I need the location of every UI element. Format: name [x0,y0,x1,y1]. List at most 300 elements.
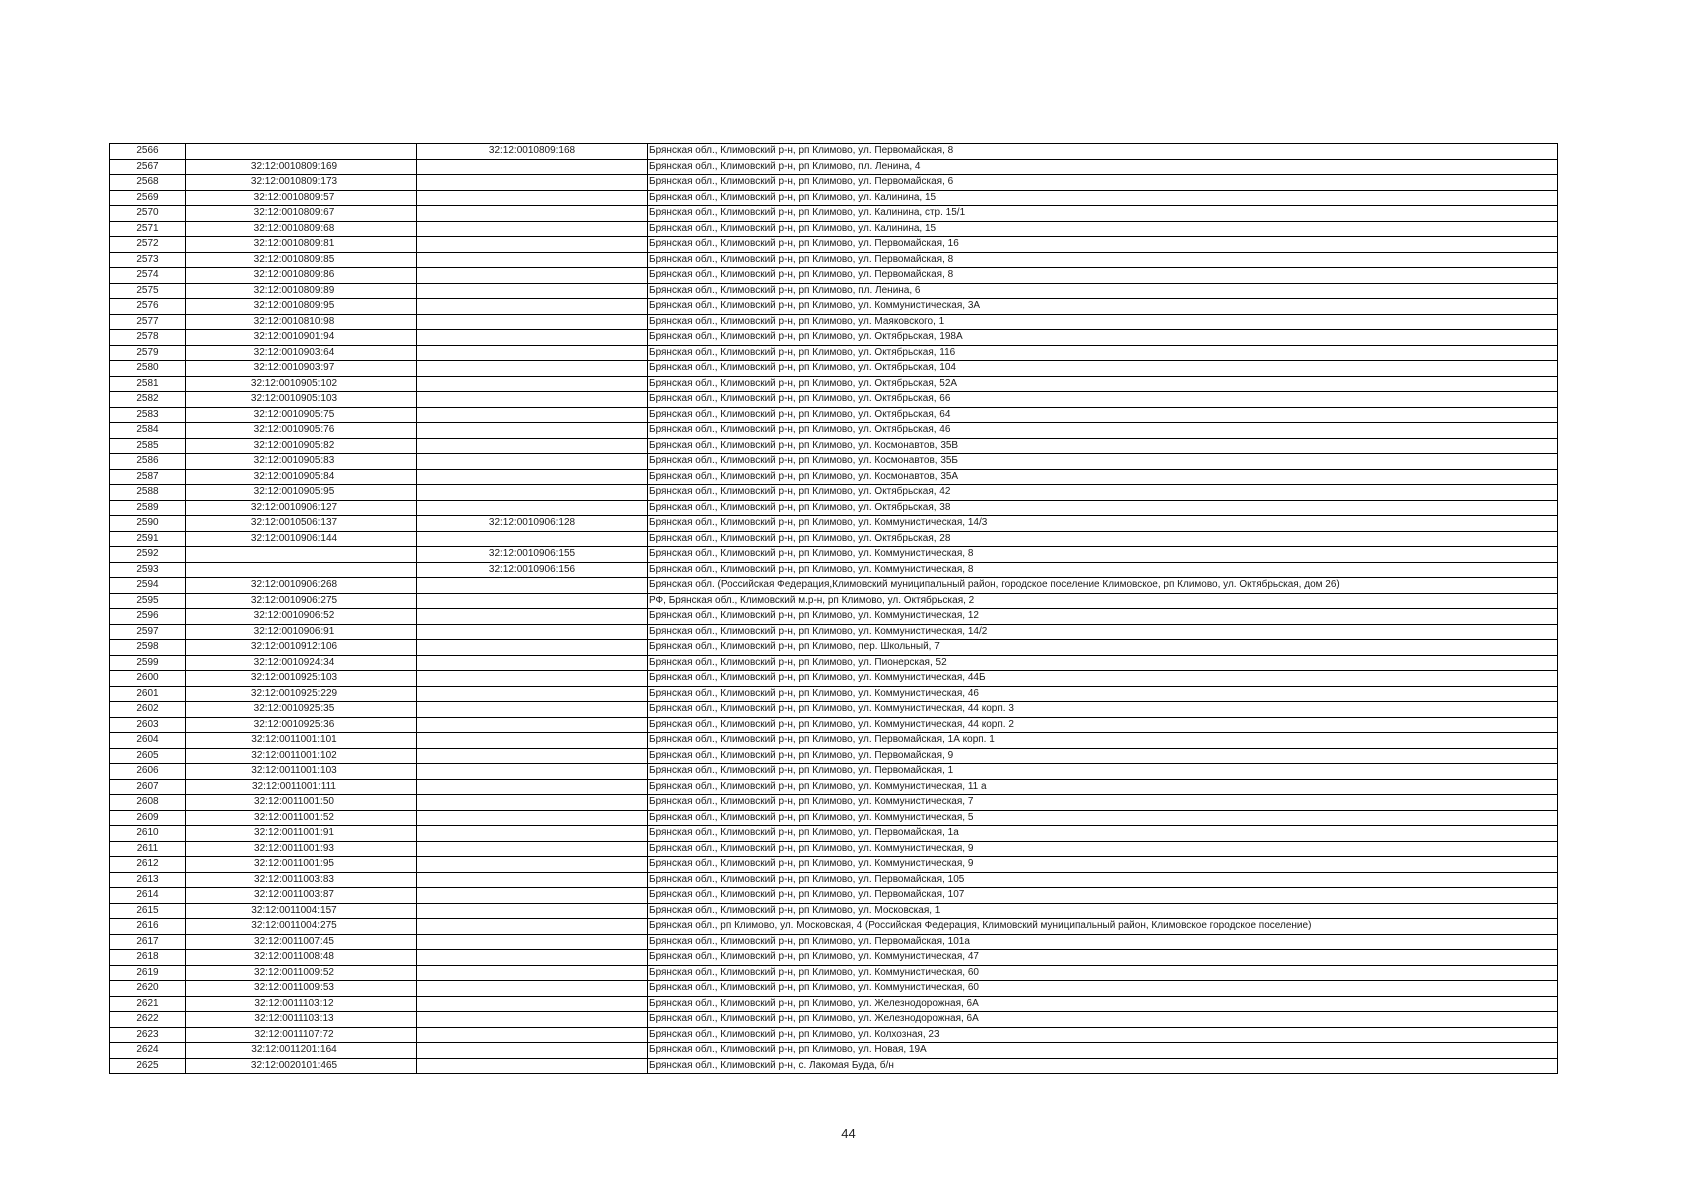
cadastral-number-cell: 32:12:0010809:169 [186,159,417,175]
address-cell: Брянская обл., Климовский р-н, рп Климово, ул. Октябрьская, 66 [648,392,1558,408]
related-cadastral-number-cell [417,175,648,191]
page-number: 44 [841,1126,856,1141]
row-number-cell: 2623 [110,1027,186,1043]
related-cadastral-number-cell [417,981,648,997]
related-cadastral-number-cell [417,206,648,222]
table-row [110,485,1558,501]
cadastral-number-cell: 32:12:0010901:94 [186,330,417,346]
address-cell: Брянская обл., Климовский р-н, рп Климово, ул. Октябрьская, 198А [648,330,1558,346]
address-cell: Брянская обл., Климовский р-н, рп Климово, ул. Октябрьская, 104 [648,361,1558,377]
cadastral-number-cell: 32:12:0011201:164 [186,1043,417,1059]
address-cell: Брянская обл., Климовский р-н, рп Климово, ул. Коммунистическая, 8 [648,562,1558,578]
row-number-cell: 2617 [110,934,186,950]
address-cell: Брянская обл., Климовский р-н, рп Климово, ул. Коммунистическая, 5 [648,810,1558,826]
row-number-cell: 2624 [110,1043,186,1059]
cadastral-number-cell: 32:12:0011003:83 [186,872,417,888]
cadastral-number-cell: 32:12:0010903:97 [186,361,417,377]
cadastral-number-cell: 32:12:0010809:173 [186,175,417,191]
cadastral-number-cell: 32:12:0011003:87 [186,888,417,904]
related-cadastral-number-cell [417,1012,648,1028]
table-row [110,764,1558,780]
cadastral-number-cell: 32:12:0010905:103 [186,392,417,408]
related-cadastral-number-cell [417,764,648,780]
row-number-cell: 2606 [110,764,186,780]
address-cell: Брянская обл., Климовский р-н, рп Климово, ул. Маяковского, 1 [648,314,1558,330]
address-cell: РФ, Брянская обл., Климовский м.р-н, рп Климово, ул. Октябрьская, 2 [648,593,1558,609]
related-cadastral-number-cell [417,655,648,671]
address-cell: Брянская обл., Климовский р-н, рп Климово, ул. Октябрьская, 46 [648,423,1558,439]
address-cell: Брянская обл., Климовский р-н, рп Климово, ул. Первомайская, 8 [648,268,1558,284]
related-cadastral-number-cell [417,221,648,237]
related-cadastral-number-cell [417,841,648,857]
related-cadastral-number-cell [417,779,648,795]
cadastral-number-cell: 32:12:0010506:137 [186,516,417,532]
row-number-cell: 2613 [110,872,186,888]
table-row [110,330,1558,346]
address-cell: Брянская обл., Климовский р-н, рп Климово, ул. Коммунистическая, 8 [648,547,1558,563]
related-cadastral-number-cell [417,190,648,206]
cadastral-number-cell: 32:12:0011001:91 [186,826,417,842]
row-number-cell: 2578 [110,330,186,346]
row-number-cell: 2599 [110,655,186,671]
address-cell: Брянская обл., Климовский р-н, рп Климово, ул. Железнодорожная, 6А [648,996,1558,1012]
address-cell: Брянская обл., Климовский р-н, рп Климово, пер. Школьный, 7 [648,640,1558,656]
row-number-cell: 2594 [110,578,186,594]
cadastral-number-cell: 32:12:0011103:13 [186,1012,417,1028]
related-cadastral-number-cell [417,438,648,454]
address-cell: Брянская обл., Климовский р-н, рп Климово, ул. Космонавтов, 35Б [648,454,1558,470]
row-number-cell: 2568 [110,175,186,191]
row-number-cell: 2588 [110,485,186,501]
address-cell: Брянская обл., Климовский р-н, рп Климово, ул. Первомайская, 1А корп. 1 [648,733,1558,749]
address-cell: Брянская обл., Климовский р-н, рп Климово, ул. Первомайская, 105 [648,872,1558,888]
cadastral-number-cell: 32:12:0010906:91 [186,624,417,640]
related-cadastral-number-cell [417,593,648,609]
address-cell: Брянская обл., Климовский р-н, рп Климово, ул. Коммунистическая, 11 а [648,779,1558,795]
related-cadastral-number-cell: 32:12:0010906:155 [417,547,648,563]
cadastral-number-cell: 32:12:0010925:229 [186,686,417,702]
row-number-cell: 2586 [110,454,186,470]
table-row [110,392,1558,408]
table-row [110,686,1558,702]
address-cell: Брянская обл., Климовский р-н, рп Климово, ул. Коммунистическая, 44 корп. 2 [648,717,1558,733]
cadastral-number-cell: 32:12:0011001:111 [186,779,417,795]
address-cell: Брянская обл., Климовский р-н, рп Климово, ул. Калинина, 15 [648,221,1558,237]
row-number-cell: 2622 [110,1012,186,1028]
table-row [110,981,1558,997]
address-cell: Брянская обл., Климовский р-н, рп Климово, ул. Октябрьская, 64 [648,407,1558,423]
row-number-cell: 2607 [110,779,186,795]
address-cell: Брянская обл., Климовский р-н, рп Климово, ул. Калинина, 15 [648,190,1558,206]
table-row [110,996,1558,1012]
row-number-cell: 2597 [110,624,186,640]
row-number-cell: 2572 [110,237,186,253]
row-number-cell: 2598 [110,640,186,656]
related-cadastral-number-cell [417,237,648,253]
row-number-cell: 2616 [110,919,186,935]
address-cell: Брянская обл., Климовский р-н, рп Климово, ул. Коммунистическая, 7 [648,795,1558,811]
cadastral-number-cell: 32:12:0010912:106 [186,640,417,656]
table-row [110,748,1558,764]
table-row [110,283,1558,299]
cadastral-number-cell: 32:12:0010809:68 [186,221,417,237]
table-row [110,376,1558,392]
address-cell: Брянская обл., Климовский р-н, рп Климово, ул. Октябрьская, 52А [648,376,1558,392]
cadastral-number-cell: 32:12:0011001:93 [186,841,417,857]
address-cell: Брянская обл., Климовский р-н, рп Климово, ул. Первомайская, 6 [648,175,1558,191]
related-cadastral-number-cell [417,686,648,702]
related-cadastral-number-cell [417,407,648,423]
row-number-cell: 2570 [110,206,186,222]
table-row [110,609,1558,625]
cadastral-number-cell: 32:12:0010905:83 [186,454,417,470]
cadastral-number-cell: 32:12:0010809:85 [186,252,417,268]
cadastral-number-cell: 32:12:0010906:275 [186,593,417,609]
row-number-cell: 2620 [110,981,186,997]
table-row [110,795,1558,811]
related-cadastral-number-cell [417,717,648,733]
row-number-cell: 2584 [110,423,186,439]
table-row [110,252,1558,268]
address-cell: Брянская обл., Климовский р-н, рп Климово, ул. Калинина, стр. 15/1 [648,206,1558,222]
row-number-cell: 2583 [110,407,186,423]
related-cadastral-number-cell [417,392,648,408]
related-cadastral-number-cell [417,500,648,516]
row-number-cell: 2609 [110,810,186,826]
row-number-cell: 2608 [110,795,186,811]
table-row [110,159,1558,175]
row-number-cell: 2591 [110,531,186,547]
cadastral-number-cell: 32:12:0010905:75 [186,407,417,423]
related-cadastral-number-cell [417,624,648,640]
address-cell: Брянская обл., Климовский р-н, рп Климово, ул. Коммунистическая, 12 [648,609,1558,625]
row-number-cell: 2576 [110,299,186,315]
address-cell: Брянская обл., Климовский р-н, рп Климово, ул. Первомайская, 107 [648,888,1558,904]
address-cell: Брянская обл., Климовский р-н, рп Климово, ул. Октябрьская, 116 [648,345,1558,361]
related-cadastral-number-cell [417,376,648,392]
table-row [110,500,1558,516]
address-cell: Брянская обл., Климовский р-н, рп Климово, ул. Первомайская, 16 [648,237,1558,253]
table-row [110,702,1558,718]
table-row [110,779,1558,795]
cadastral-number-cell: 32:12:0010905:76 [186,423,417,439]
cadastral-number-cell [186,144,417,160]
table-row [110,1058,1558,1074]
row-number-cell: 2601 [110,686,186,702]
related-cadastral-number-cell [417,965,648,981]
related-cadastral-number-cell [417,795,648,811]
row-number-cell: 2574 [110,268,186,284]
cadastral-number-cell: 32:12:0010809:89 [186,283,417,299]
cadastral-number-cell: 32:12:0011001:101 [186,733,417,749]
related-cadastral-number-cell [417,578,648,594]
address-cell: Брянская обл. (Российская Федерация,Климовский муниципальный район, городское поселение Климовское, рп Климово, ул. Октябрьская, дом 26) [648,578,1558,594]
row-number-cell: 2596 [110,609,186,625]
cadastral-number-cell [186,562,417,578]
row-number-cell: 2571 [110,221,186,237]
row-number-cell: 2615 [110,903,186,919]
cadastral-number-cell: 32:12:0010925:103 [186,671,417,687]
address-cell: Брянская обл., Климовский р-н, рп Климово, пл. Ленина, 4 [648,159,1558,175]
cadastral-number-cell: 32:12:0010905:95 [186,485,417,501]
cadastral-number-cell: 32:12:0010809:95 [186,299,417,315]
row-number-cell: 2605 [110,748,186,764]
related-cadastral-number-cell [417,934,648,950]
address-cell: Брянская обл., Климовский р-н, рп Климово, ул. Коммунистическая, 44Б [648,671,1558,687]
address-cell: Брянская обл., Климовский р-н, рп Климово, ул. Новая, 19А [648,1043,1558,1059]
table-row [110,268,1558,284]
cadastral-number-cell: 32:12:0011008:48 [186,950,417,966]
row-number-cell: 2587 [110,469,186,485]
address-cell: Брянская обл., Климовский р-н, рп Климово, ул. Московская, 1 [648,903,1558,919]
address-cell: Брянская обл., Климовский р-н, рп Климово, ул. Первомайская, 8 [648,144,1558,160]
related-cadastral-number-cell [417,268,648,284]
table-row [110,872,1558,888]
related-cadastral-number-cell [417,252,648,268]
table-row [110,190,1558,206]
related-cadastral-number-cell [417,810,648,826]
related-cadastral-number-cell [417,888,648,904]
cadastral-number-cell: 32:12:0010905:102 [186,376,417,392]
address-cell: Брянская обл., Климовский р-н, рп Климово, ул. Коммунистическая, 9 [648,857,1558,873]
address-cell: Брянская обл., Климовский р-н, рп Климово, ул. Коммунистическая, 47 [648,950,1558,966]
row-number-cell: 2585 [110,438,186,454]
cadastral-number-cell: 32:12:0010809:57 [186,190,417,206]
related-cadastral-number-cell: 32:12:0010906:156 [417,562,648,578]
row-number-cell: 2604 [110,733,186,749]
table-row [110,888,1558,904]
row-number-cell: 2577 [110,314,186,330]
related-cadastral-number-cell: 32:12:0010906:128 [417,516,648,532]
table-row [110,1012,1558,1028]
address-cell: Брянская обл., Климовский р-н, рп Климово, ул. Октябрьская, 42 [648,485,1558,501]
related-cadastral-number-cell [417,159,648,175]
address-cell: Брянская обл., Климовский р-н, рп Климово, ул. Первомайская, 9 [648,748,1558,764]
related-cadastral-number-cell [417,283,648,299]
table-row [110,934,1558,950]
related-cadastral-number-cell [417,640,648,656]
address-cell: Брянская обл., Климовский р-н, рп Климово, ул. Пионерская, 52 [648,655,1558,671]
table-row [110,578,1558,594]
related-cadastral-number-cell [417,330,648,346]
address-cell: Брянская обл., Климовский р-н, рп Климово, ул. Октябрьская, 28 [648,531,1558,547]
related-cadastral-number-cell [417,314,648,330]
table-row [110,314,1558,330]
cadastral-number-cell: 32:12:0011001:50 [186,795,417,811]
row-number-cell: 2621 [110,996,186,1012]
row-number-cell: 2579 [110,345,186,361]
related-cadastral-number-cell [417,485,648,501]
table-row [110,857,1558,873]
related-cadastral-number-cell [417,996,648,1012]
related-cadastral-number-cell [417,950,648,966]
table-row [110,671,1558,687]
related-cadastral-number-cell [417,423,648,439]
cadastral-number-cell: 32:12:0010809:67 [186,206,417,222]
address-cell: Брянская обл., Климовский р-н, рп Климово, ул. Коммунистическая, 46 [648,686,1558,702]
table-row [110,1043,1558,1059]
row-number-cell: 2611 [110,841,186,857]
address-cell: Брянская обл., Климовский р-н, рп Климово, ул. Первомайская, 101а [648,934,1558,950]
row-number-cell: 2566 [110,144,186,160]
related-cadastral-number-cell [417,826,648,842]
table-row [110,531,1558,547]
address-cell: Брянская обл., Климовский р-н, рп Климово, ул. Космонавтов, 35А [648,469,1558,485]
table-row [110,1027,1558,1043]
row-number-cell: 2590 [110,516,186,532]
table-row [110,206,1558,222]
cadastral-number-cell: 32:12:0010906:127 [186,500,417,516]
cadastral-number-cell: 32:12:0011001:102 [186,748,417,764]
row-number-cell: 2610 [110,826,186,842]
row-number-cell: 2573 [110,252,186,268]
table-row [110,950,1558,966]
cadastral-number-cell: 32:12:0011004:275 [186,919,417,935]
cadastral-number-cell: 32:12:0010906:52 [186,609,417,625]
registry-table-body [110,144,1558,1074]
related-cadastral-number-cell: 32:12:0010809:168 [417,144,648,160]
table-row [110,733,1558,749]
address-cell: Брянская обл., Климовский р-н, с. Лакомая Буда, б/н [648,1058,1558,1074]
row-number-cell: 2567 [110,159,186,175]
table-row [110,469,1558,485]
address-cell: Брянская обл., Климовский р-н, рп Климово, ул. Железнодорожная, 6А [648,1012,1558,1028]
related-cadastral-number-cell [417,748,648,764]
table-row [110,345,1558,361]
address-cell: Брянская обл., Климовский р-н, рп Климово, ул. Коммунистическая, 14/2 [648,624,1558,640]
address-cell: Брянская обл., Климовский р-н, рп Климово, ул. Колхозная, 23 [648,1027,1558,1043]
cadastral-number-cell: 32:12:0011007:45 [186,934,417,950]
cadastral-number-cell: 32:12:0010925:36 [186,717,417,733]
cadastral-number-cell [186,547,417,563]
cadastral-number-cell: 32:12:0010810:98 [186,314,417,330]
table-row [110,175,1558,191]
cadastral-number-cell: 32:12:0010809:86 [186,268,417,284]
related-cadastral-number-cell [417,531,648,547]
table-row [110,717,1558,733]
row-number-cell: 2569 [110,190,186,206]
related-cadastral-number-cell [417,469,648,485]
address-cell: Брянская обл., Климовский р-н, рп Климово, ул. Коммунистическая, 60 [648,981,1558,997]
table-row [110,407,1558,423]
related-cadastral-number-cell [417,671,648,687]
address-cell: Брянская обл., Климовский р-н, рп Климово, ул. Коммунистическая, 9 [648,841,1558,857]
row-number-cell: 2619 [110,965,186,981]
table-row [110,454,1558,470]
related-cadastral-number-cell [417,1058,648,1074]
related-cadastral-number-cell [417,361,648,377]
address-cell: Брянская обл., Климовский р-н, рп Климово, ул. Коммунистическая, 14/3 [648,516,1558,532]
cadastral-number-cell: 32:12:0011001:103 [186,764,417,780]
address-cell: Брянская обл., Климовский р-н, рп Климово, ул. Космонавтов, 35В [648,438,1558,454]
table-row [110,221,1558,237]
address-cell: Брянская обл., рп Климово, ул. Московская, 4 (Российская Федерация, Климовский муниципальный район, Климовское городское поселение) [648,919,1558,935]
row-number-cell: 2589 [110,500,186,516]
cadastral-number-cell: 32:12:0010809:81 [186,237,417,253]
row-number-cell: 2581 [110,376,186,392]
row-number-cell: 2602 [110,702,186,718]
cadastral-number-cell: 32:12:0011004:157 [186,903,417,919]
address-cell: Брянская обл., Климовский р-н, рп Климово, ул. Октябрьская, 38 [648,500,1558,516]
row-number-cell: 2582 [110,392,186,408]
related-cadastral-number-cell [417,857,648,873]
row-number-cell: 2614 [110,888,186,904]
cadastral-number-cell: 32:12:0010906:144 [186,531,417,547]
address-cell: Брянская обл., Климовский р-н, рп Климово, ул. Коммунистическая, 44 корп. 3 [648,702,1558,718]
table-row [110,655,1558,671]
address-cell: Брянская обл., Климовский р-н, рп Климово, ул. Коммунистическая, 60 [648,965,1558,981]
cadastral-number-cell: 32:12:0010925:35 [186,702,417,718]
table-row [110,640,1558,656]
related-cadastral-number-cell [417,345,648,361]
related-cadastral-number-cell [417,903,648,919]
address-cell: Брянская обл., Климовский р-н, рп Климово, ул. Коммунистическая, 3А [648,299,1558,315]
cadastral-number-cell: 32:12:0011009:52 [186,965,417,981]
table-row [110,903,1558,919]
related-cadastral-number-cell [417,872,648,888]
row-number-cell: 2575 [110,283,186,299]
related-cadastral-number-cell [417,702,648,718]
cadastral-number-cell: 32:12:0010924:34 [186,655,417,671]
table-row [110,841,1558,857]
row-number-cell: 2600 [110,671,186,687]
row-number-cell: 2593 [110,562,186,578]
cadastral-number-cell: 32:12:0011009:53 [186,981,417,997]
table-row [110,562,1558,578]
table-row [110,237,1558,253]
row-number-cell: 2580 [110,361,186,377]
cadastral-number-cell: 32:12:0010905:84 [186,469,417,485]
related-cadastral-number-cell [417,919,648,935]
table-row [110,144,1558,160]
cadastral-number-cell: 32:12:0011103:12 [186,996,417,1012]
table-row [110,547,1558,563]
cadastral-number-cell: 32:12:0011001:52 [186,810,417,826]
row-number-cell: 2612 [110,857,186,873]
cadastral-number-cell: 32:12:0020101:465 [186,1058,417,1074]
cadastral-number-cell: 32:12:0010903:64 [186,345,417,361]
address-cell: Брянская обл., Климовский р-н, рп Климово, ул. Первомайская, 1 [648,764,1558,780]
cadastral-number-cell: 32:12:0011107:72 [186,1027,417,1043]
table-row [110,593,1558,609]
related-cadastral-number-cell [417,1027,648,1043]
table-row [110,965,1558,981]
address-cell: Брянская обл., Климовский р-н, рп Климово, ул. Первомайская, 8 [648,252,1558,268]
row-number-cell: 2592 [110,547,186,563]
address-cell: Брянская обл., Климовский р-н, рп Климово, пл. Ленина, 6 [648,283,1558,299]
cadastral-number-cell: 32:12:0010906:268 [186,578,417,594]
table-row [110,423,1558,439]
related-cadastral-number-cell [417,454,648,470]
registry-table [109,143,1558,1074]
cadastral-number-cell: 32:12:0010905:82 [186,438,417,454]
table-row [110,299,1558,315]
table-row [110,919,1558,935]
table-row [110,516,1558,532]
table-row [110,624,1558,640]
cadastral-number-cell: 32:12:0011001:95 [186,857,417,873]
related-cadastral-number-cell [417,609,648,625]
table-row [110,810,1558,826]
related-cadastral-number-cell [417,299,648,315]
table-row [110,361,1558,377]
related-cadastral-number-cell [417,1043,648,1059]
address-cell: Брянская обл., Климовский р-н, рп Климово, ул. Первомайская, 1а [648,826,1558,842]
table-row [110,438,1558,454]
row-number-cell: 2603 [110,717,186,733]
row-number-cell: 2625 [110,1058,186,1074]
row-number-cell: 2618 [110,950,186,966]
